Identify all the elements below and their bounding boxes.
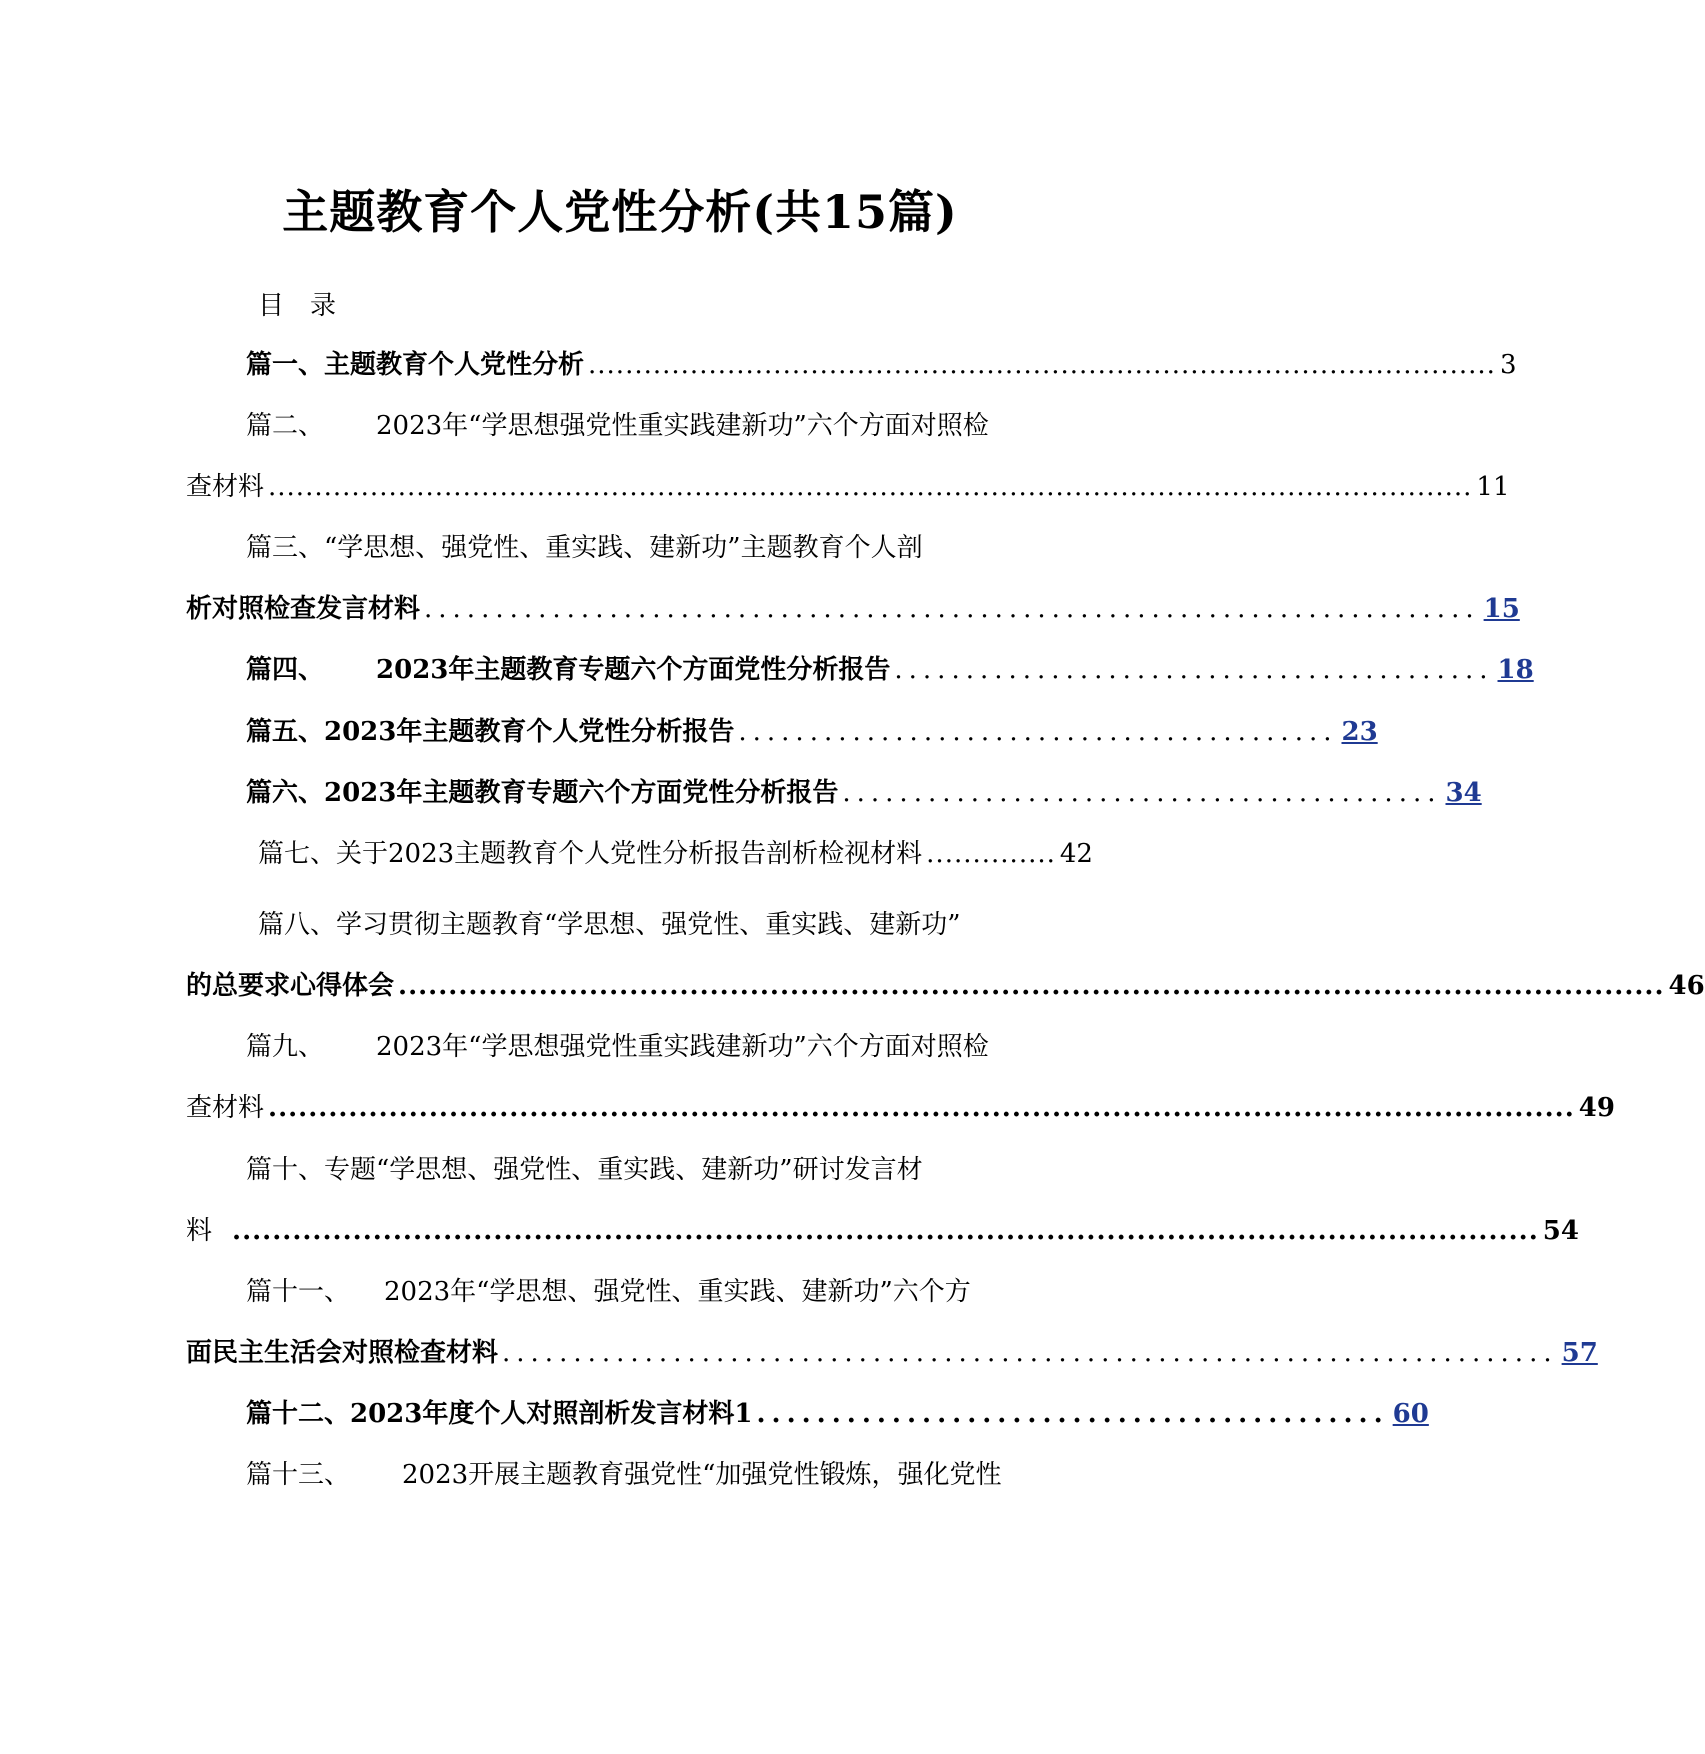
toc-entry-10[interactable] xyxy=(246,1150,1052,1190)
toc-page-number: 54 xyxy=(1542,1216,1579,1246)
toc-entry-7[interactable] xyxy=(258,834,1093,874)
toc-entry-title: 的总要求心得体会 xyxy=(186,971,395,1001)
toc-page-number: 11 xyxy=(1476,472,1510,502)
toc-entry-4[interactable] xyxy=(246,650,1534,690)
toc-entry-title: 篇十、专题“学思想、强党性、重实践、建新功”研讨发言材 xyxy=(246,1155,923,1185)
toc-page-link[interactable]: 57 xyxy=(1561,1338,1598,1368)
toc-leader-dots: .................................................................................................................................. xyxy=(268,472,1473,502)
toc-entry-1[interactable] xyxy=(246,345,1517,385)
toc-entry-title: 查材料 xyxy=(186,472,265,502)
toc-entry-3[interactable] xyxy=(246,528,1052,568)
toc-page-link[interactable]: 60 xyxy=(1392,1399,1429,1429)
toc-leader-dots: .................................................................................................. xyxy=(588,350,1496,380)
document-title: 主题教育个人党性分析(共15篇) xyxy=(282,185,958,239)
toc-entry-title: 篇八、学习贯彻主题教育“学思想、强党性、重实践、建新功” xyxy=(258,910,961,940)
toc-entry-title: 篇六、2023年主题教育专题六个方面党性分析报告 xyxy=(246,778,839,808)
toc-entry-3-cont[interactable] xyxy=(186,589,1520,629)
toc-entry-8-cont[interactable] xyxy=(186,966,1705,1006)
toc-heading: 目 录 xyxy=(258,291,337,321)
toc-page-link[interactable]: 34 xyxy=(1445,778,1482,808)
toc-entry-11[interactable] xyxy=(246,1272,1052,1312)
toc-leader-dots: .......................................................................... xyxy=(502,1338,1558,1368)
toc-entry-title: 篇四、 2023年主题教育专题六个方面党性分析报告 xyxy=(246,655,891,685)
toc-entry-title: 篇七、关于2023主题教育个人党性分析报告剖析检视材料 xyxy=(258,839,923,869)
toc-leader-dots: .......................................... xyxy=(894,655,1494,685)
toc-entry-2[interactable] xyxy=(246,406,1052,446)
toc-entry-5[interactable] xyxy=(246,712,1378,752)
toc-entry-2-cont[interactable] xyxy=(186,467,1510,507)
toc-leader-dots: .............................................................................................................................. xyxy=(398,971,1665,1001)
toc-page-link[interactable]: 15 xyxy=(1483,594,1520,624)
toc-page-link[interactable]: 23 xyxy=(1341,717,1378,747)
toc-leader-dots: .............. xyxy=(926,839,1056,869)
toc-page-number: 46 xyxy=(1668,971,1705,1001)
toc-entry-11-cont[interactable] xyxy=(186,1333,1598,1373)
toc-entry-title: 篇九、 2023年“学思想强党性重实践建新功”六个方面对照检 xyxy=(246,1032,989,1062)
toc-entry-9[interactable] xyxy=(246,1027,1052,1067)
toc-leader-dots: .......................................................................... xyxy=(424,594,1480,624)
toc-leader-dots: .................................................................................................................................. xyxy=(232,1216,1539,1246)
toc-entry-title: 篇二、 2023年“学思想强党性重实践建新功”六个方面对照检 xyxy=(246,411,989,441)
toc-page-number: 42 xyxy=(1059,839,1093,869)
toc-page-number: 3 xyxy=(1499,350,1517,380)
toc-entry-title: 篇十二、2023年度个人对照剖析发言材料1 xyxy=(246,1399,753,1429)
toc-entry-title: 查材料 xyxy=(186,1093,265,1123)
toc-leader-dots: .......................................... xyxy=(756,1399,1389,1429)
toc-entry-title: 料 xyxy=(186,1216,213,1246)
toc-entry-12[interactable] xyxy=(246,1394,1429,1434)
toc-entry-title: 篇十三、 2023开展主题教育强党性“加强党性锻炼，强化党性 xyxy=(246,1460,1002,1490)
toc-entry-9-cont[interactable] xyxy=(186,1088,1615,1128)
toc-entry-8[interactable] xyxy=(258,905,1052,945)
toc-entry-6[interactable] xyxy=(246,773,1482,813)
toc-entry-title: 篇三、“学思想、强党性、重实践、建新功”主题教育个人剖 xyxy=(246,533,923,563)
toc-entry-title: 篇五、2023年主题教育个人党性分析报告 xyxy=(246,717,735,747)
toc-leader-dots: .................................................................................................................................. xyxy=(268,1093,1575,1123)
toc-leader-dots: .......................................... xyxy=(842,778,1442,808)
toc-entry-title: 篇一、主题教育个人党性分析 xyxy=(246,350,585,380)
toc-entry-13[interactable] xyxy=(246,1455,1052,1495)
toc-entry-title: 面民主生活会对照检查材料 xyxy=(186,1338,499,1368)
toc-page-number: 49 xyxy=(1578,1093,1615,1123)
toc-entry-title: 篇十一、 2023年“学思想、强党性、重实践、建新功”六个方 xyxy=(246,1277,971,1307)
toc-page-link[interactable]: 18 xyxy=(1497,655,1534,685)
toc-leader-dots: .......................................... xyxy=(738,717,1338,747)
toc-entry-title: 析对照检查发言材料 xyxy=(186,594,421,624)
toc-entry-10-cont[interactable] xyxy=(186,1211,1579,1251)
